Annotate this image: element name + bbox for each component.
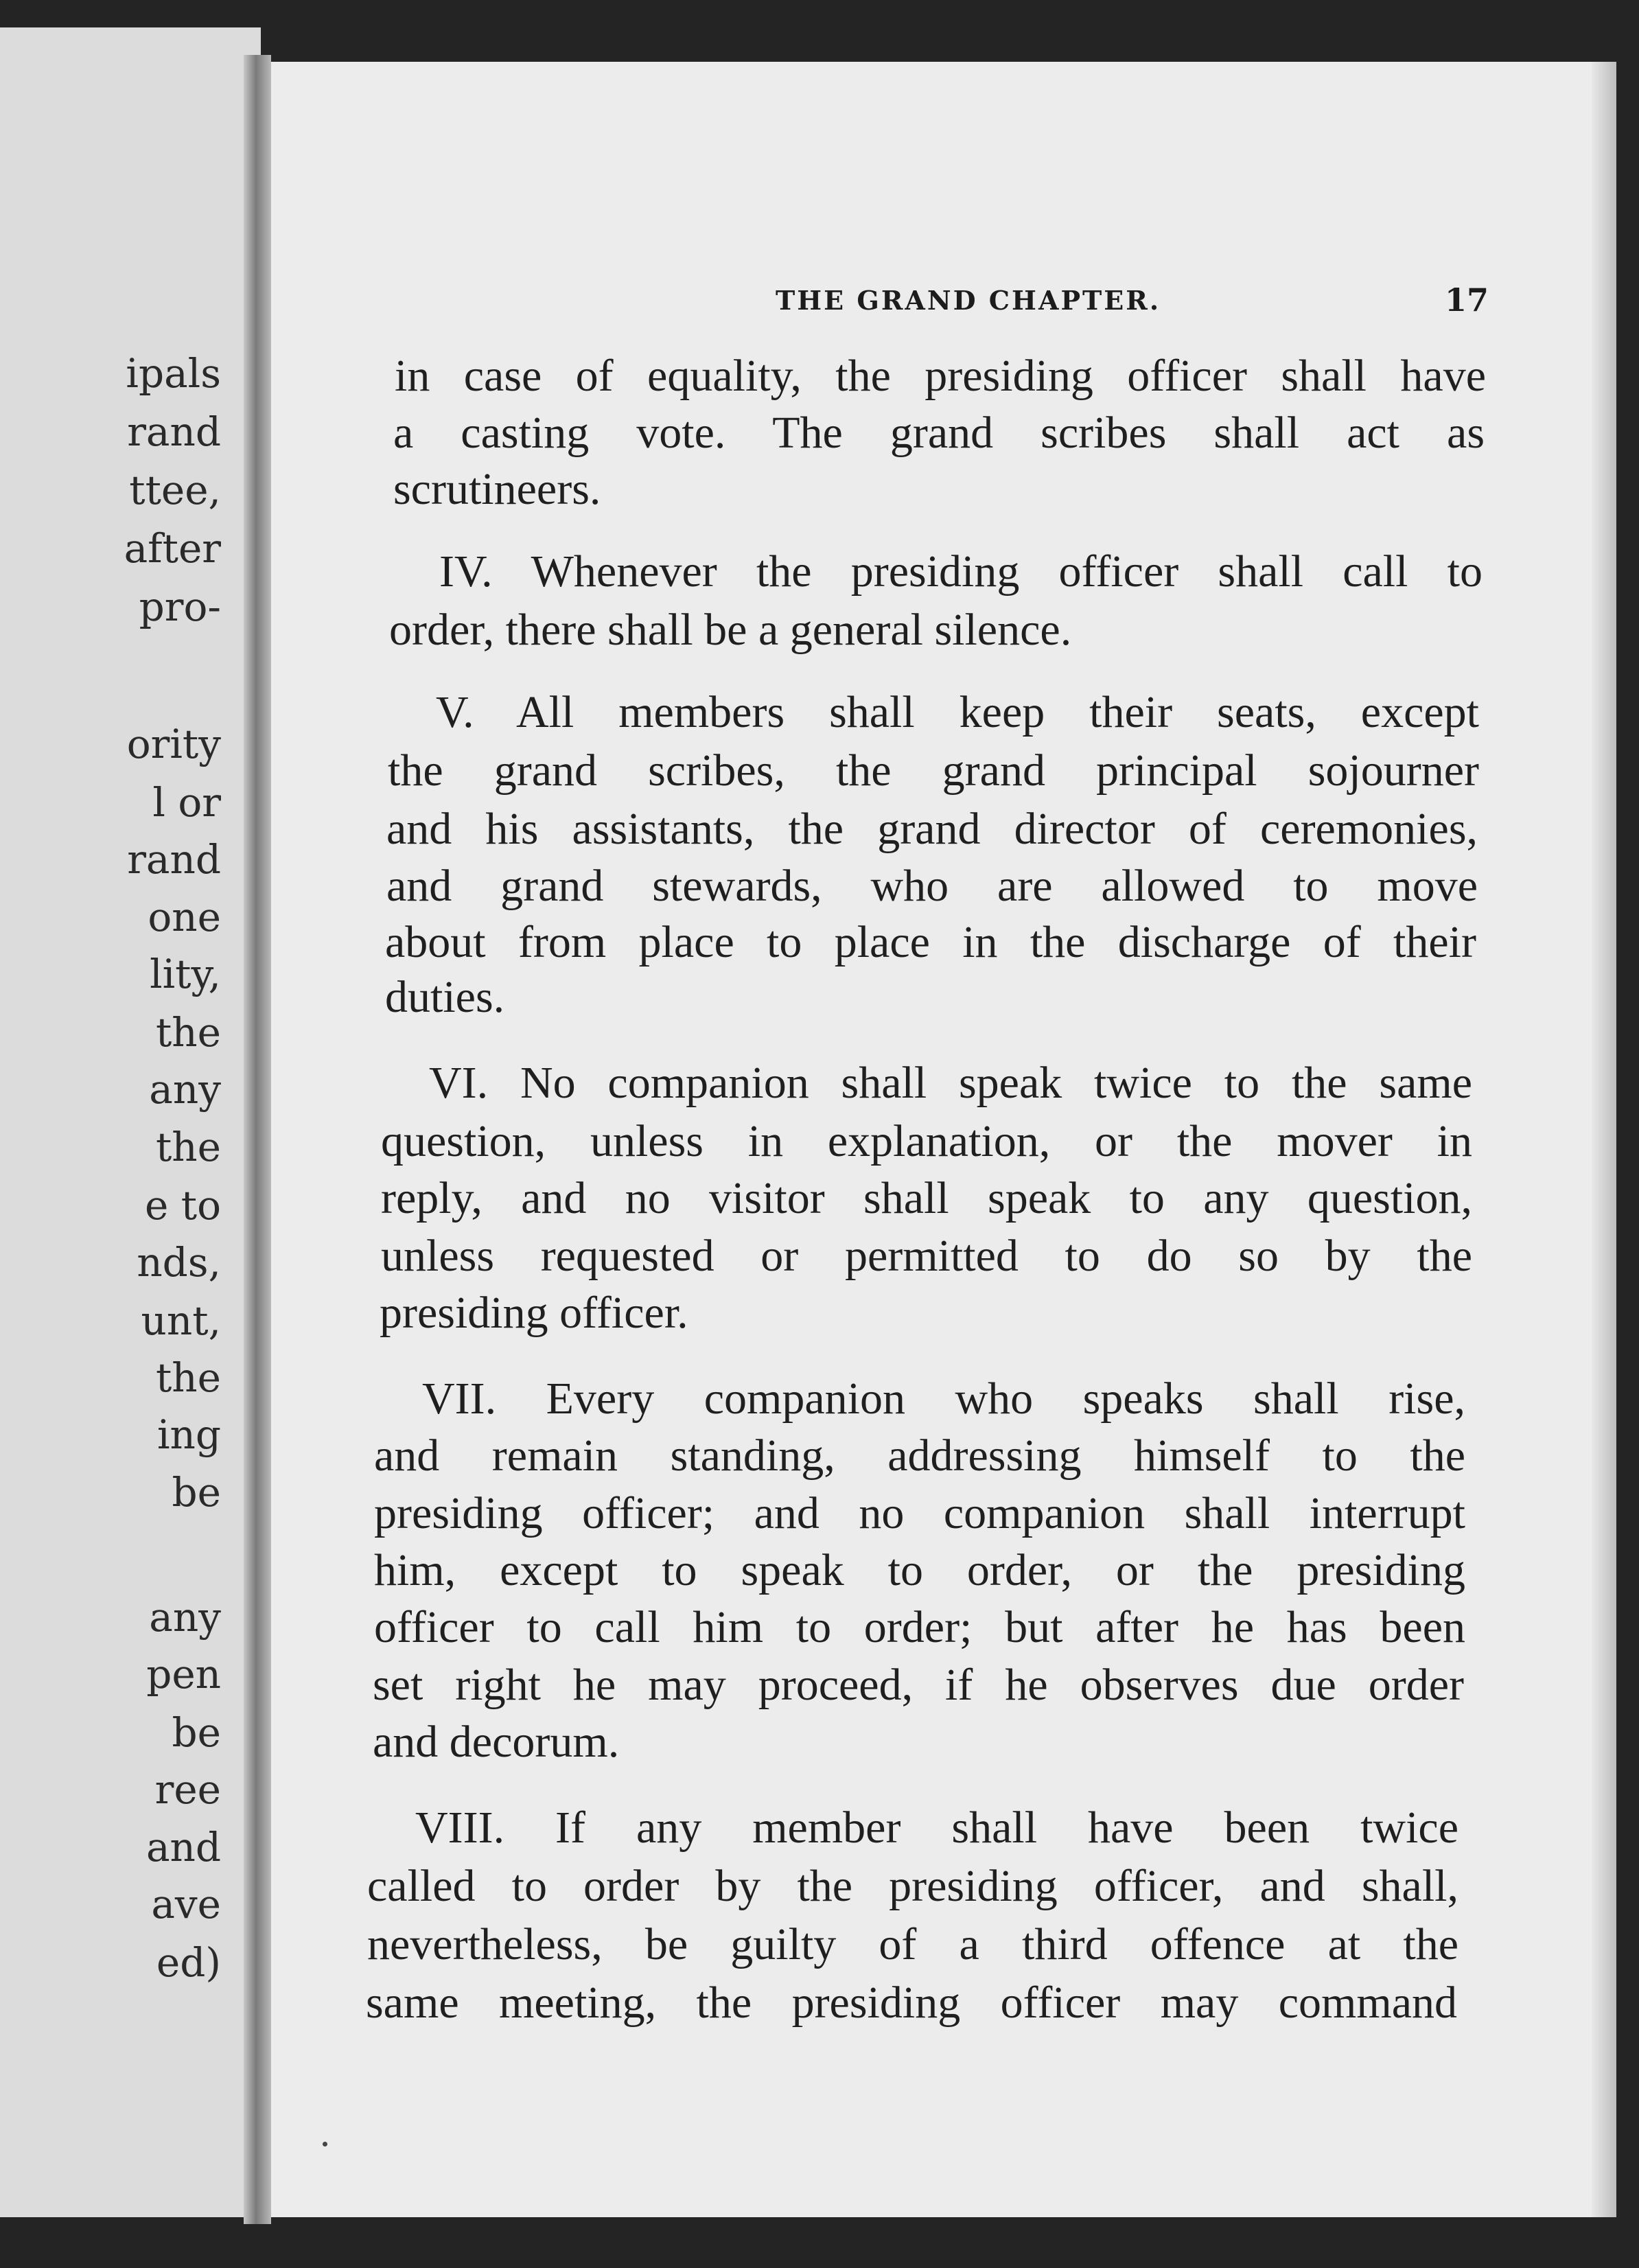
body-line: duties. — [385, 972, 505, 1022]
body-line: unless requested or permitted to do so by the — [381, 1231, 1472, 1281]
body-line: and his assistants, the grand director of ceremonies, — [386, 804, 1478, 854]
body-line: scrutineers. — [393, 464, 601, 514]
left-page-line: unt, — [141, 1297, 221, 1344]
left-page — [0, 27, 261, 2217]
body-line: VI. No companion shall speak twice to the same — [429, 1058, 1472, 1108]
left-page-line: rand — [127, 836, 221, 883]
left-page-line: ipals — [126, 350, 221, 397]
body-line: about from place to place in the discharge of their — [385, 917, 1476, 967]
left-page-line: lity, — [150, 951, 221, 997]
body-line: set right he may proceed, if he observes due order — [373, 1660, 1464, 1710]
left-page-line: the — [156, 1009, 221, 1056]
left-page-line: l or — [152, 779, 221, 826]
body-line: him, except to speak to order, or the presiding — [374, 1545, 1465, 1595]
left-page-line: the — [156, 1354, 221, 1401]
book-gutter — [244, 55, 271, 2224]
left-page-line: pro- — [139, 583, 221, 630]
body-line: presiding officer. — [380, 1288, 688, 1338]
left-page-line: ave — [151, 1881, 221, 1928]
left-page-line: the — [156, 1124, 221, 1170]
left-page-line: any — [149, 1066, 221, 1113]
body-line: V. All members shall keep their seats, except — [436, 687, 1479, 737]
left-page-line: e to — [145, 1182, 221, 1229]
body-line: and decorum. — [373, 1717, 620, 1767]
body-line: IV. Whenever the presiding officer shall call to — [439, 546, 1483, 597]
left-page-line: rand — [127, 408, 221, 455]
body-line: presiding officer; and no companion shall interrupt — [374, 1488, 1465, 1538]
left-page-line: ing — [156, 1411, 221, 1458]
right-page — [271, 62, 1616, 2217]
paper-speck — [323, 2142, 327, 2146]
body-line: VIII. If any member shall have been twice — [415, 1803, 1458, 1853]
left-page-line: and — [146, 1824, 221, 1871]
body-line: reply, and no visitor shall speak to any question, — [381, 1173, 1472, 1223]
body-line: a casting vote. The grand scribes shall act as — [393, 408, 1485, 458]
body-line: nevertheless, be guilty of a third offence at the — [367, 1919, 1458, 1969]
left-page-line: any — [149, 1594, 221, 1641]
running-head: THE GRAND CHAPTER. — [776, 285, 1161, 316]
left-page-line: ttee, — [129, 467, 221, 513]
left-page-line: pen — [146, 1651, 221, 1698]
body-line: called to order by the presiding officer, and shall, — [367, 1861, 1458, 1911]
left-page-line: be — [172, 1709, 221, 1756]
left-page-line: ree — [154, 1766, 221, 1813]
body-line: the grand scribes, the grand principal sojourner — [388, 745, 1479, 796]
left-page-line: after — [124, 525, 221, 572]
left-page-line: be — [172, 1469, 221, 1516]
left-page-line: ority — [126, 721, 221, 767]
body-line: same meeting, the presiding officer may command — [366, 1978, 1457, 2028]
body-line: officer to call him to order; but after he has been — [374, 1602, 1465, 1652]
left-page-line: one — [148, 894, 221, 940]
body-line: question, unless in explanation, or the mover in — [381, 1116, 1472, 1166]
body-line: and grand stewards, who are allowed to move — [386, 861, 1478, 911]
body-line: VII. Every companion who speaks shall rise, — [422, 1374, 1465, 1424]
body-line: in case of equality, the presiding officer shall have — [395, 351, 1486, 401]
page-number: 17 — [1445, 281, 1489, 319]
page-edge — [1592, 62, 1616, 2217]
left-page-line: ed) — [156, 1939, 221, 1986]
left-page-line: nds, — [137, 1239, 221, 1286]
body-line: and remain standing, addressing himself to the — [374, 1431, 1465, 1481]
body-line: order, there shall be a general silence. — [389, 605, 1072, 655]
